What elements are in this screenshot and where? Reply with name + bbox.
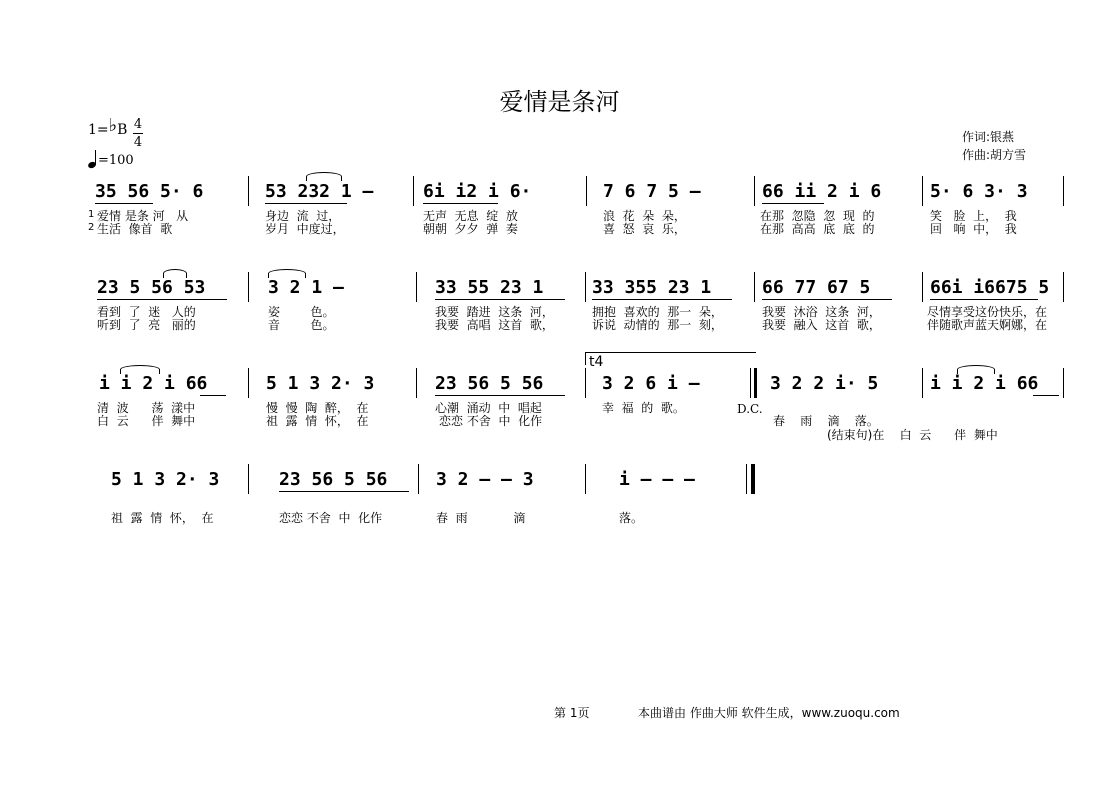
time-bottom: 4 <box>133 135 143 150</box>
lyric: 尽情享受这份快乐，在 <box>927 305 1048 319</box>
lyric: 听到 了 亮 丽的 <box>97 318 196 332</box>
tempo-mark <box>88 150 134 168</box>
key-prefix: 1= <box>88 122 109 138</box>
lyric: 诉说 动情的 那一 刻， <box>592 318 723 332</box>
bar-line <box>1063 272 1064 302</box>
underline <box>435 395 565 396</box>
bar-line <box>418 464 419 494</box>
bar-line <box>754 176 755 206</box>
measure: 3 2 6 i – <box>602 373 700 394</box>
measure: 33 55 23 1 <box>435 277 544 298</box>
dc-mark: D.C. <box>737 402 763 416</box>
key-signature <box>88 115 128 139</box>
measure: 23 56 5 56 <box>279 469 388 490</box>
lyric: 生活 像首 歌 <box>97 222 173 236</box>
bar-line <box>922 176 923 206</box>
measure: i i 2 i 66 <box>930 373 1039 394</box>
lyric: 我要 踏进 这条 河， <box>435 305 554 319</box>
lyric: 清 波 荡 漾中 <box>97 401 196 415</box>
lyric: 回 响 中， 我 <box>930 222 1017 236</box>
lyric: 祖 露 情 怀， 在 <box>266 414 369 428</box>
lyric: 朝朝 夕夕 弹 奏 <box>423 222 518 236</box>
lyric: 心潮 涌动 中 唱起 <box>435 401 542 415</box>
measure: 35 56 5· 6 <box>95 181 204 202</box>
lyric: 春 雨 滴 落。 <box>773 414 879 428</box>
slur <box>163 269 187 278</box>
lyric: 音 色。 <box>268 318 335 332</box>
lyric: 幸 福 的 歌。 <box>602 401 685 415</box>
lyric: 浪 花 朵 朵， <box>603 209 686 223</box>
lyric: 爱情 是条 河 从 <box>97 209 189 223</box>
lyric: 落。 <box>619 511 644 525</box>
lyric: 在那 高高 底 底 的 <box>760 222 875 236</box>
slur <box>957 365 995 374</box>
flat-icon: ♭ <box>108 115 118 136</box>
measure: 53 232 1 – <box>265 181 374 202</box>
measure: 23 5 56 53 <box>97 277 206 298</box>
lyric: 祖 露 情 怀， 在 <box>111 511 214 525</box>
composer: 作曲:胡方雪 <box>962 148 1027 162</box>
lyric: 恋恋 不舍 中 化作 <box>279 511 383 525</box>
measure: 5 1 3 2· 3 <box>266 373 375 394</box>
volta-bracket <box>585 352 756 365</box>
lyric: 我要 高唱 这首 歌， <box>435 318 554 332</box>
bar-line <box>413 176 414 206</box>
measure: 7 6 7 5 – <box>603 181 701 202</box>
key-note: B <box>117 122 128 138</box>
bar-line <box>586 176 587 206</box>
time-signature <box>133 116 143 151</box>
underline <box>279 491 409 492</box>
underline <box>930 299 1038 300</box>
bar-line <box>416 272 417 302</box>
bar-line <box>585 464 586 494</box>
lyric: 我要 融入 这首 歌， <box>762 318 881 332</box>
bar-line <box>248 272 249 302</box>
measure: 6i i2 i 6· <box>423 181 532 202</box>
lyricist: 作词:银燕 <box>962 130 1015 144</box>
lyric: 春 雨 滴 <box>436 511 526 525</box>
underline <box>95 203 153 204</box>
measure: 3 2 – – 3 <box>436 469 534 490</box>
lyric: 慢 慢 陶 醉， 在 <box>266 401 369 415</box>
lyric: 笑 脸 上， 我 <box>930 209 1017 223</box>
bar-line <box>754 368 757 398</box>
underline <box>423 203 498 204</box>
bar-line <box>746 464 747 494</box>
lyric: 伴随歌声蓝天婀娜，在 <box>927 318 1048 332</box>
measure: i – – – <box>619 469 695 490</box>
lyric: 无声 无息 绽 放 <box>423 209 518 223</box>
measure: 66 77 67 5 <box>762 277 871 298</box>
quarter-note-icon <box>88 150 98 168</box>
lyric: 拥抱 喜欢的 那一 朵， <box>592 305 723 319</box>
measure: 3 2 2 i· 5 <box>770 373 879 394</box>
measure: 66 ii 2 i 6 <box>762 181 882 202</box>
underline <box>592 299 732 300</box>
slur <box>306 172 342 181</box>
underline <box>97 299 227 300</box>
bar-line <box>1063 176 1064 206</box>
measure: 3 2 1 – <box>268 277 344 298</box>
bar-line <box>922 272 923 302</box>
page-number: 第 1页 <box>554 706 590 720</box>
bar-line <box>248 368 249 398</box>
lyric: 在那 忽隐 忽 现 的 <box>760 209 875 223</box>
lyric: 岁月 中度过， <box>265 222 345 236</box>
lyric: 恋恋 不舍 中 化作 <box>439 414 543 428</box>
bar-line <box>1063 368 1064 398</box>
bar-line <box>585 272 586 302</box>
lyric: 我要 沐浴 这条 河， <box>762 305 881 319</box>
bar-line <box>754 272 755 302</box>
bar-line <box>416 368 417 398</box>
underline <box>1033 395 1059 396</box>
underline <box>200 395 226 396</box>
time-top: 4 <box>133 117 143 132</box>
lyric: 白 云 伴 舞中 <box>97 414 196 428</box>
lyric: (结束句)在 白 云 伴 舞中 <box>827 428 998 442</box>
slur <box>120 365 160 374</box>
measure: 66i i6675 5 <box>930 277 1050 298</box>
underline <box>265 203 347 204</box>
lyric: 喜 怒 哀 乐， <box>603 222 686 236</box>
lyric: 身边 流 过， <box>265 209 341 223</box>
final-bar-line <box>751 464 755 494</box>
bar-line <box>248 464 249 494</box>
bar-line <box>585 368 586 398</box>
bar-line <box>922 368 923 398</box>
lyric: 姿 色。 <box>268 305 335 319</box>
underline <box>435 299 565 300</box>
measure: 5 1 3 2· 3 <box>111 469 220 490</box>
measure: i i 2 i 66 <box>99 373 208 394</box>
song-title: 爱情是条河 <box>499 88 620 116</box>
underline <box>762 299 892 300</box>
verse-number: 2 <box>88 222 95 233</box>
measure: 33 355 23 1 <box>592 277 712 298</box>
underline <box>762 203 824 204</box>
measure: 5· 6 3· 3 <box>930 181 1028 202</box>
jump-mark: t4 <box>589 354 604 370</box>
lyric: 看到 了 迷 人的 <box>97 305 196 319</box>
bar-line <box>750 368 751 398</box>
verse-number: 1 <box>88 209 95 220</box>
bar-line <box>248 176 249 206</box>
tempo-value: =100 <box>98 153 134 168</box>
slur <box>268 269 306 278</box>
generator-note: 本曲谱由 作曲大师 软件生成，www.zuoqu.com <box>638 706 900 720</box>
measure: 23 56 5 56 <box>435 373 544 394</box>
